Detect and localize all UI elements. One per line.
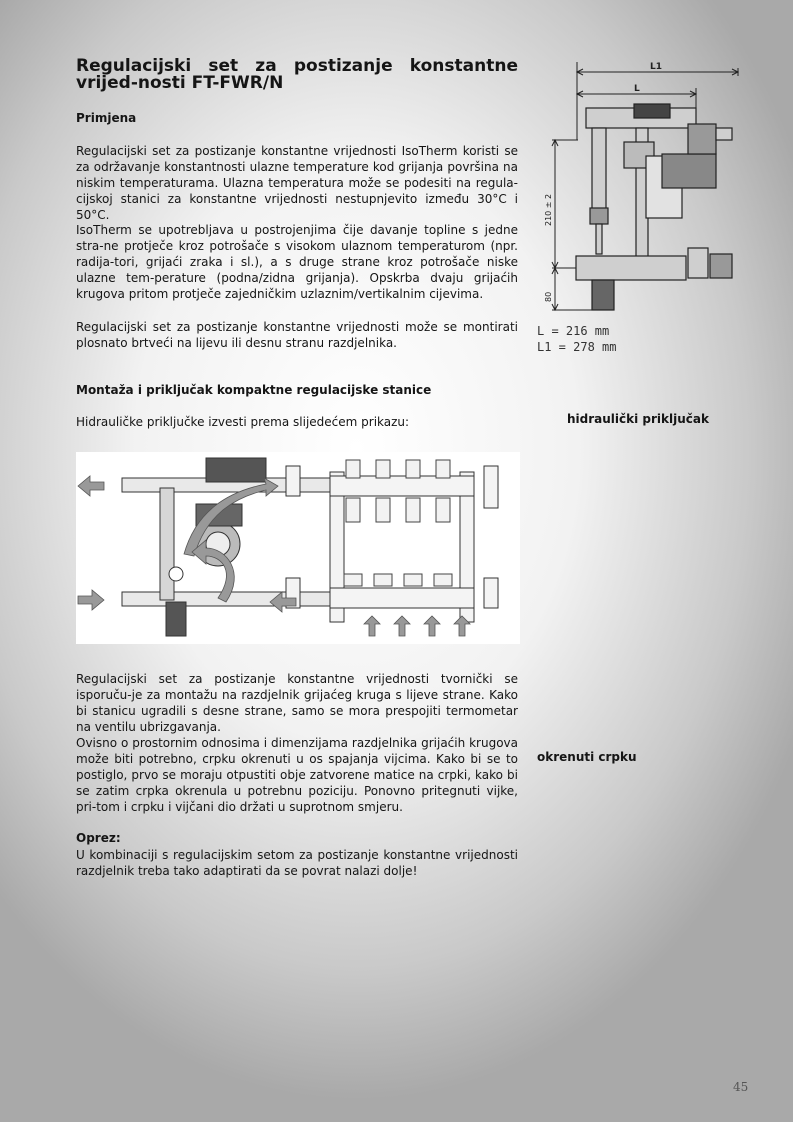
paragraph-body-2: Ovisno o prostornim odnosima i dimenzijama razdjelnika grijaćih krugova može biti potrebno, crpku okrenuti u os spajanja vijcima. Kako bi se to postiglo, prvo se moraju otpustiti obje zatvorene matice na crpki, kako bi se zatim crpka okrenula u potrebnu poziciju. Ponovno pritegnuti vijke, pri-tom i crpku i vijčani dio držati u suprotnom smjeru. [76, 736, 518, 814]
dimension-drawing [538, 58, 748, 320]
dim-l1-label: L1 [650, 62, 662, 72]
heading-primjena: Primjena [76, 111, 137, 125]
dim-l1-value: L1 = 278 mm [537, 340, 617, 354]
side-label-pump: okrenuti crpku [537, 750, 637, 764]
dim-height-label: 210 ± 2 [544, 193, 553, 226]
paragraph-oprez: U kombinaciji s regulacijskim setom za postizanje konstantne vrijednosti razdjelnik treba tako adaptirati da se povrat nalazi dolje! [76, 848, 518, 878]
dim-l-label: L [634, 84, 640, 94]
paragraph-primjena-2: IsoTherm se upotrebljava u postrojenjima čije davanje topline s jedne stra-ne protječe kroz potrošače s visokom ulaznom temperaturom (npr. radija-tori, grijaći zraka i sl.), a s druge strane kroz potrošače niske ulazne tem-perature (podna/zidna grijanja). Opskrba dvaju grijaćih krugova pritom protječe zajedničkim uzlaznim/vertikalnim cijevima. [76, 223, 518, 301]
paragraph-montaza-intro: Hidrauličke priključke izvesti prema slijedećem prikazu: [76, 415, 410, 429]
paragraph-primjena-3: Regulacijski set za postizanje konstantne vrijednosti može se montirati plosnato brtveći na lijevu ili desnu stranu razdjelnika. [76, 320, 518, 350]
page-number: 45 [733, 1080, 749, 1094]
hydraulic-drawing [76, 452, 520, 644]
paragraph-primjena-1: Regulacijski set za postizanje konstantne vrijednosti IsoTherm koristi se za održavanje konstantnosti ulazne temperature kod grijanja površina na niskim temperaturama. Ulazna temperatura može se podesiti na regula-cijskoj stanici za konstantne vrijednosti nestupnjevito između 30°C i 50°C. [76, 144, 518, 222]
dim-l-value: L = 216 mm [537, 324, 610, 338]
paragraph-body-1: Regulacijski set za postizanje konstantne vrijednosti tvornički se isporuču-je za montažu na razdjelnik grijaćeg kruga s lijeve strane. Kako bi stanicu ugradili s desne strane, samo se mora prespojiti termometar na ventilu ubrizgavanja. [76, 672, 518, 734]
side-label-hydraulic: hidraulički priključak [567, 412, 709, 426]
heading-montaza: Montaža i priključak kompaktne regulacijske stanice [76, 383, 432, 397]
page-title: Regulacijski set za postizanje konstantne vrijed-nosti FT-FWR/N [76, 56, 518, 93]
dim-bottom-label: 80 [544, 291, 553, 302]
heading-oprez: Oprez: [76, 831, 121, 845]
